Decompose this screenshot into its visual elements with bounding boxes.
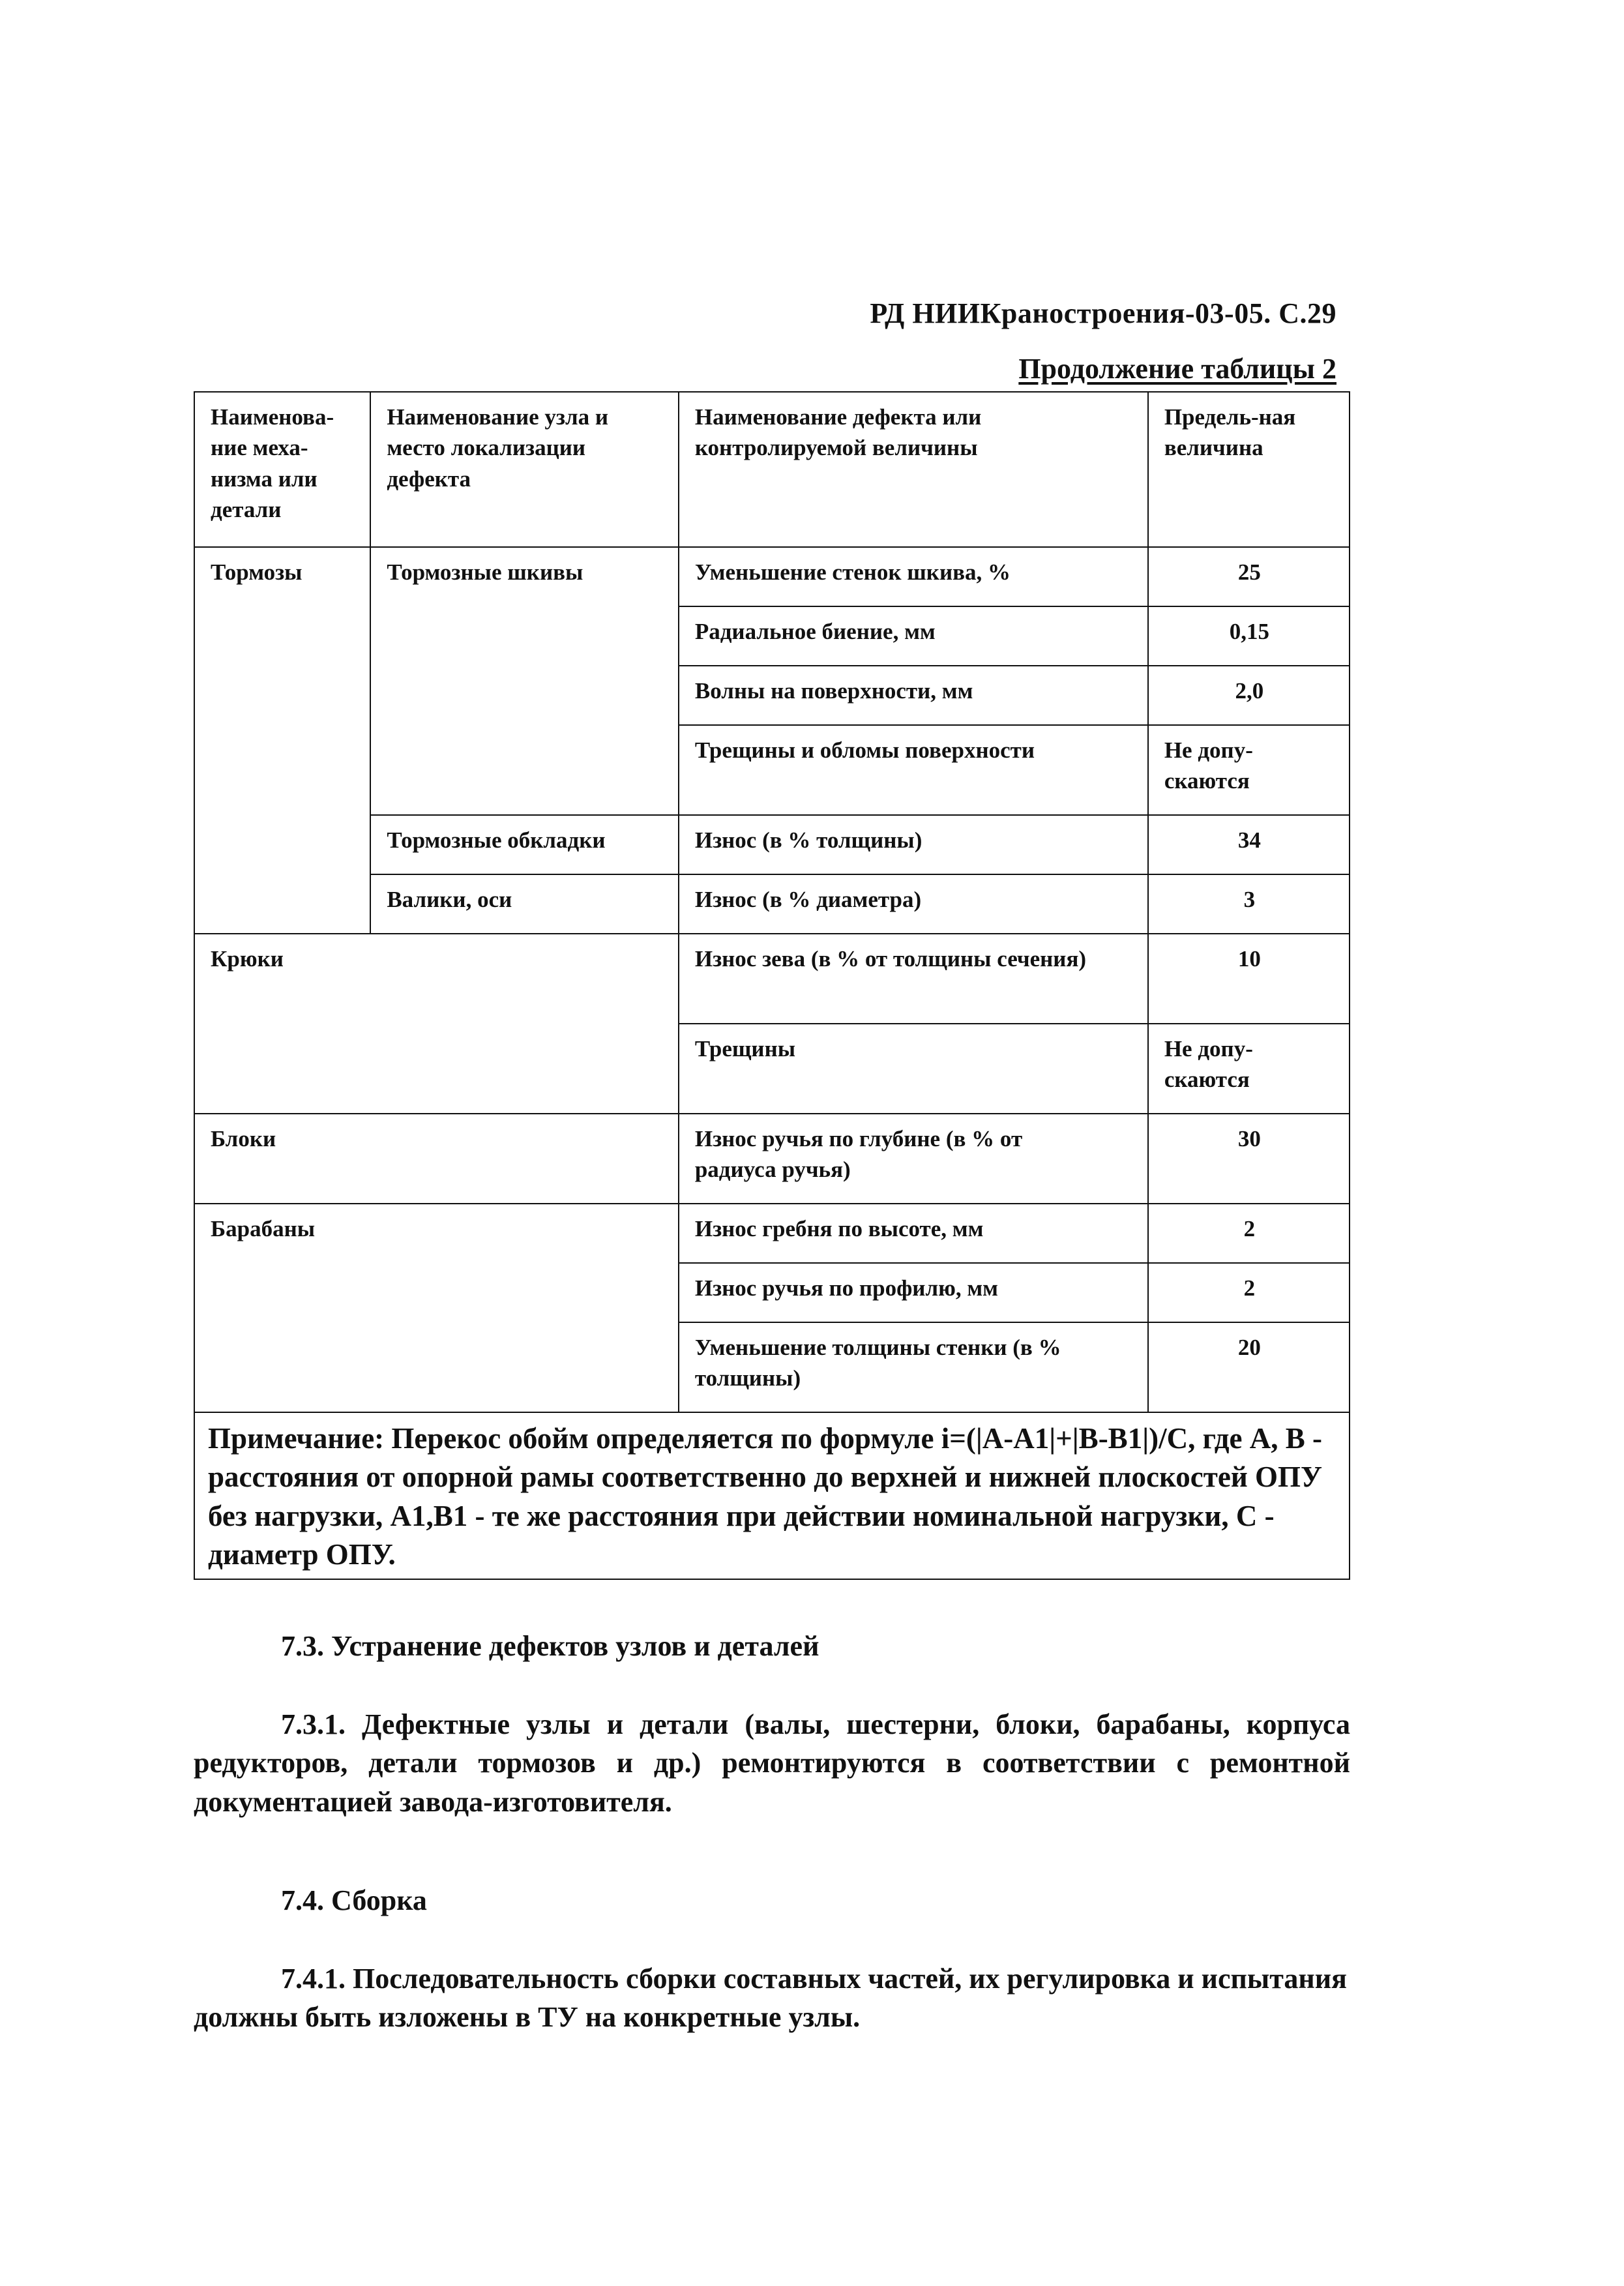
defect-cell: Износ ручья по глубине (в % от радиуса ручья) (679, 1114, 1148, 1204)
defect-cell: Трещины (679, 1024, 1148, 1114)
table-header-row (194, 392, 1350, 547)
limit-cell: 25 (1148, 547, 1350, 606)
header-unit: Наименование узла и место локализации дефекта (370, 392, 679, 547)
header-mechanism: Наименова-ние меха-низма или детали (194, 392, 370, 547)
limit-cell: 2 (1148, 1204, 1350, 1263)
document-code: РД НИИКраностроения-03-05. С.29 (870, 297, 1336, 329)
unit-cell-linings: Тормозные обкладки (370, 815, 679, 874)
section-7-3-1-paragraph: 7.3.1. Дефектные узлы и детали (валы, шестерни, блоки, барабаны, корпуса редукторов, детали тормозов и др.) ремонтируются в соответствии с ремонтной документацией завода-изготовителя. (194, 1708, 1350, 1818)
defect-cell: Износ ручья по профилю, мм (679, 1263, 1148, 1322)
table-row (194, 1204, 1350, 1263)
defects-table (194, 391, 1350, 1580)
limit-cell: 10 (1148, 934, 1350, 1024)
mechanism-cell-drums: Барабаны (194, 1204, 679, 1412)
defect-cell: Радиальное биение, мм (679, 606, 1148, 666)
table-caption-text: Продолжение таблицы 2 (1018, 353, 1336, 385)
table-row (194, 934, 1350, 1024)
unit-cell-pulleys: Тормозные шкивы (370, 547, 679, 815)
mechanism-cell-brakes: Тормозы (194, 547, 370, 934)
limit-cell: 34 (1148, 815, 1350, 874)
limit-cell: 0,15 (1148, 606, 1350, 666)
defect-cell: Уменьшение толщины стенки (в % толщины) (679, 1322, 1148, 1412)
table-note: Примечание: Перекос обойм определяется по формуле i=(|A-A1|+|B-B1|)/C, где A, B - расстояния от опорной рамы соответственно до верхней и нижней плоскостей ОПУ без нагрузки, A1,B1 - те же расстояния при действии номинальной нагрузки, C - диаметр ОПУ. (194, 1412, 1350, 1579)
defect-cell: Волны на поверхности, мм (679, 666, 1148, 725)
table-caption (848, 352, 1336, 385)
limit-cell: Не допу-скаются (1148, 1024, 1350, 1114)
defect-cell: Трещины и обломы поверхности (679, 725, 1148, 815)
limit-cell: 2,0 (1148, 666, 1350, 725)
defect-cell: Уменьшение стенок шкива, % (679, 547, 1148, 606)
defect-cell: Износ гребня по высоте, мм (679, 1204, 1148, 1263)
limit-cell: 2 (1148, 1263, 1350, 1322)
section-7-4-title: 7.4. Сборка (281, 1884, 427, 1916)
defect-cell: Износ зева (в % от толщины сечения) (679, 934, 1148, 1024)
mechanism-cell-blocks: Блоки (194, 1114, 679, 1204)
header-defect: Наименование дефекта или контролируемой величины (679, 392, 1148, 547)
table-row (194, 547, 1350, 606)
defect-cell: Износ (в % диаметра) (679, 874, 1148, 934)
limit-cell: 3 (1148, 874, 1350, 934)
limit-cell: Не допу-скаются (1148, 725, 1350, 815)
section-7-4-1-paragraph: 7.4.1. Последовательность сборки составных частей, их регулировка и испытания должны быть изложены в ТУ на конкретные узлы. (194, 1963, 1347, 2034)
section-7-3-title: 7.3. Устранение дефектов узлов и деталей (281, 1630, 819, 1662)
mechanism-cell-hooks: Крюки (194, 934, 679, 1114)
unit-cell-rollers: Валики, оси (370, 874, 679, 934)
header-limit: Предель-ная величина (1148, 392, 1350, 547)
table-row (194, 1114, 1350, 1204)
defect-cell: Износ (в % толщины) (679, 815, 1148, 874)
limit-cell: 30 (1148, 1114, 1350, 1204)
table-note-row (194, 1412, 1350, 1579)
limit-cell: 20 (1148, 1322, 1350, 1412)
